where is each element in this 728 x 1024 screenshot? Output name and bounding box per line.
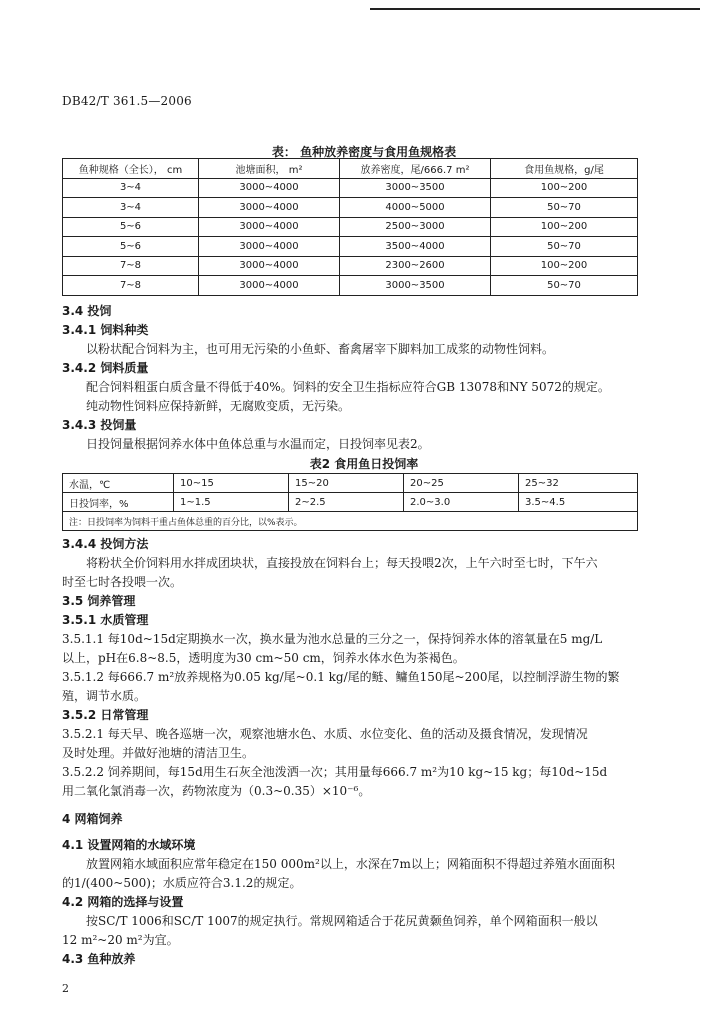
table-row <box>63 178 638 198</box>
table1-caption: 表： 鱼种放养密度与食用鱼规格表 <box>271 145 457 159</box>
section-heading: 4.3 鱼种放养 <box>62 952 136 966</box>
table-cell: 3000~4000 <box>199 198 340 218</box>
paragraph: 3.5.1.1 每10d~15d定期换水一次，换水量为池水总量的三分之一，保持饲养水体的溶氧量在5 mg/L <box>62 632 603 646</box>
paragraph: 配合饲料粗蛋白质含量不得低于40%。饲料的安全卫生指标应符合GB 13078和NY 5072的规定。 <box>86 380 610 394</box>
paragraph: 放置网箱水域面积应常年稳定在150 000m²以上，水深在7m以上；网箱面积不得超过养殖水面面积 <box>86 857 615 871</box>
table-row <box>63 256 638 276</box>
table-cell: 100~200 <box>491 178 638 198</box>
paragraph: 以上，pH在6.8~8.5，透明度为30 cm~50 cm，饲养水体水色为茶褐色。 <box>62 651 465 665</box>
table-row <box>63 217 638 237</box>
table-cell: 5~6 <box>63 217 199 237</box>
table-cell: 3000~4000 <box>199 276 340 296</box>
column-header: 池塘面积， m² <box>199 159 340 179</box>
section-heading: 4.1 设置网箱的水域环境 <box>62 838 196 852</box>
table-note: 注：日投饲率为饲料干重占鱼体总重的百分比，以%表示。 <box>63 512 638 531</box>
table-cell: 3~4 <box>63 178 199 198</box>
table-cell: 4000~5000 <box>340 198 491 218</box>
table-cell: 3000~3500 <box>340 178 491 198</box>
column-header: 放养密度，尾/666.7 m² <box>340 159 491 179</box>
top-rule <box>370 8 700 10</box>
stocking-density-table <box>62 158 638 296</box>
table-cell: 3.5~4.5 <box>519 493 638 512</box>
paragraph: 纯动物性饲料应保持新鲜，无腐败变质，无污染。 <box>86 399 351 413</box>
table-header-row <box>63 159 638 179</box>
paragraph: 3.5.2.2 饲养期间，每15d用生石灰全池泼洒一次；其用量每666.7 m²为10 kg~15 kg；每10d~15d <box>62 765 608 779</box>
table-cell: 5~6 <box>63 237 199 257</box>
table-cell: 25~32 <box>519 474 638 493</box>
paragraph: 按SC/T 1006和SC/T 1007的规定执行。常规网箱适合于花尻黄颡鱼饲养，单个网箱面积一般以 <box>86 914 598 928</box>
table-row <box>63 237 638 257</box>
table2-caption: 表2 食用鱼日投饲率 <box>309 457 419 471</box>
section-heading: 3.4 投饲 <box>62 304 112 318</box>
column-header: 食用鱼规格，g/尾 <box>491 159 638 179</box>
table-cell: 2300~2600 <box>340 256 491 276</box>
section-heading: 4.2 网箱的选择与设置 <box>62 895 184 909</box>
paragraph: 及时处理。并做好池塘的清洁卫生。 <box>62 746 255 760</box>
standard-code: DB42/T 361.5—2006 <box>62 94 192 108</box>
table-cell: 3~4 <box>63 198 199 218</box>
paragraph: 3.5.1.2 每666.7 m²放养规格为0.05 kg/尾~0.1 kg/尾的鲢、鳙鱼150尾~200尾，以控制浮游生物的繁 <box>62 670 620 684</box>
section-heading: 4 网箱饲养 <box>62 812 123 826</box>
table-cell: 100~200 <box>491 256 638 276</box>
table-cell: 20~25 <box>404 474 519 493</box>
section-heading: 3.4.3 投饲量 <box>62 418 137 432</box>
table-cell: 2.0~3.0 <box>404 493 519 512</box>
table-cell: 2~2.5 <box>289 493 404 512</box>
section-heading: 3.4.4 投饲方法 <box>62 537 149 551</box>
paragraph: 12 m²~20 m²为宜。 <box>62 933 179 947</box>
paragraph: 以粉状配合饲料为主，也可用无污染的小鱼虾、畜禽屠宰下脚料加工成浆的动物性饲料。 <box>86 342 555 356</box>
table-cell: 3000~4000 <box>199 256 340 276</box>
section-heading: 3.5 饲养管理 <box>62 594 136 608</box>
page-number: 2 <box>62 982 69 995</box>
table-cell: 7~8 <box>63 276 199 296</box>
paragraph: 的1/(400~500)；水质应符合3.1.2的规定。 <box>62 876 302 890</box>
section-heading: 3.5.2 日常管理 <box>62 708 149 722</box>
paragraph: 殖，调节水质。 <box>62 689 147 703</box>
section-heading: 3.4.2 饲料质量 <box>62 361 149 375</box>
table-row <box>63 474 638 493</box>
table-cell: 水温，℃ <box>63 474 174 493</box>
section-heading: 3.4.1 饲料种类 <box>62 323 149 337</box>
paragraph: 3.5.2.1 每天早、晚各巡塘一次，观察池塘水色、水质、水位变化、鱼的活动及摄食情况，发现情况 <box>62 727 588 741</box>
section-heading: 3.5.1 水质管理 <box>62 613 149 627</box>
paragraph: 时至七时各投喂一次。 <box>62 575 183 589</box>
table-cell: 2500~3000 <box>340 217 491 237</box>
table-row <box>63 276 638 296</box>
table-note-row <box>63 512 638 531</box>
table-cell: 50~70 <box>491 276 638 296</box>
feeding-rate-table <box>62 473 638 531</box>
table-cell: 15~20 <box>289 474 404 493</box>
table-cell: 日投饲率，% <box>63 493 174 512</box>
table-cell: 3500~4000 <box>340 237 491 257</box>
table-cell: 7~8 <box>63 256 199 276</box>
paragraph: 将粉状全价饲料用水拌成团块状，直接投放在饲料台上；每天投喂2次，上午六时至七时，下午六 <box>86 556 598 570</box>
table-cell: 3000~3500 <box>340 276 491 296</box>
table-row <box>63 198 638 218</box>
table-row <box>63 493 638 512</box>
table-cell: 100~200 <box>491 217 638 237</box>
table-cell: 3000~4000 <box>199 237 340 257</box>
paragraph: 用二氧化氯消毒一次，药物浓度为（0.3~0.35）×10⁻⁶。 <box>62 784 371 798</box>
paragraph: 日投饲量根据饲养水体中鱼体总重与水温而定，日投饲率见表2。 <box>86 437 430 451</box>
table-cell: 50~70 <box>491 198 638 218</box>
table-cell: 3000~4000 <box>199 178 340 198</box>
table-cell: 10~15 <box>174 474 289 493</box>
table-cell: 1~1.5 <box>174 493 289 512</box>
table-cell: 50~70 <box>491 237 638 257</box>
table-cell: 3000~4000 <box>199 217 340 237</box>
column-header: 鱼种规格（全长）， cm <box>63 159 199 179</box>
